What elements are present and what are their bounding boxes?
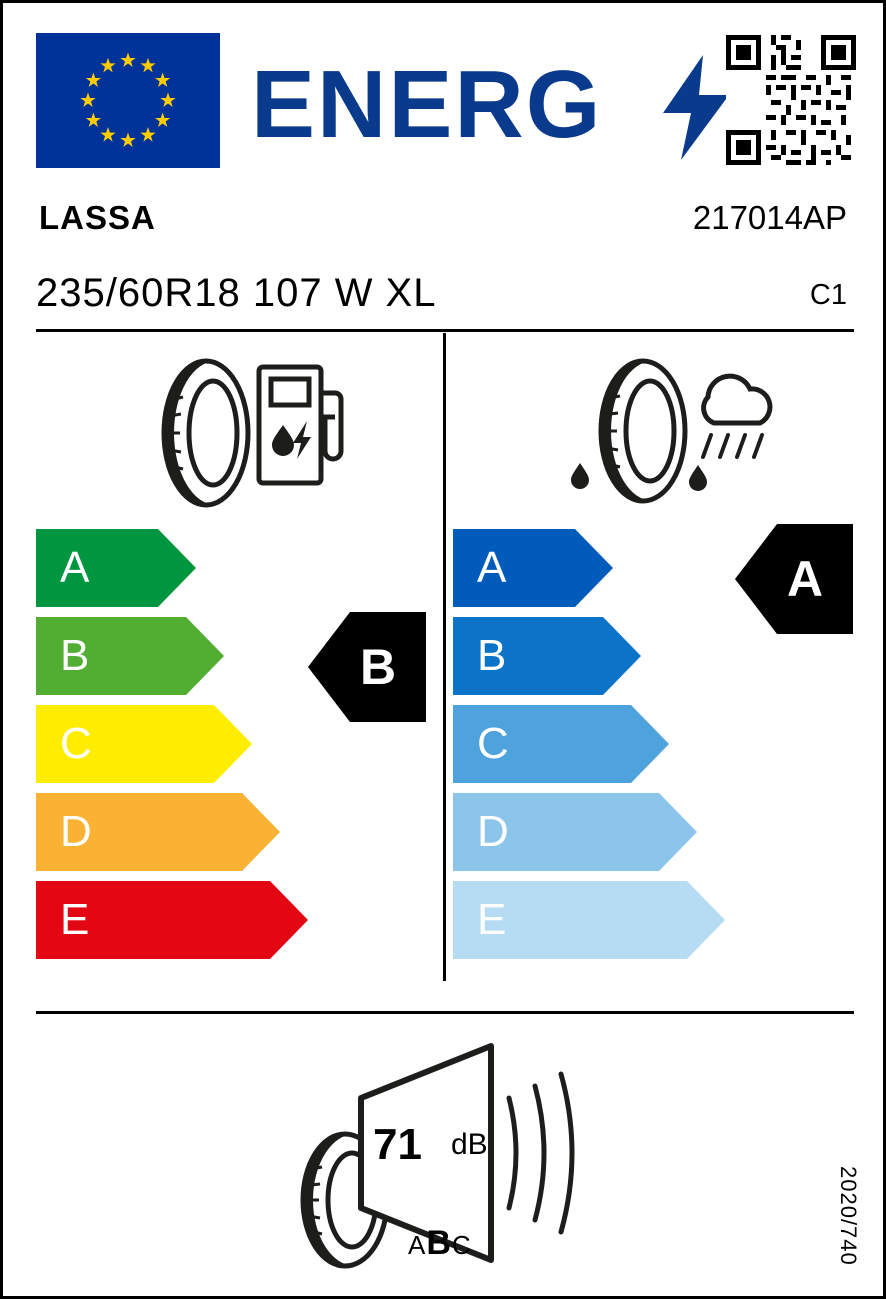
qr-code-icon xyxy=(726,35,856,165)
wet-grade-a xyxy=(453,529,613,607)
noise-unit: dB xyxy=(451,1128,488,1161)
fuel-rating-letter: B xyxy=(359,639,397,695)
tire-size: 235/60R18 107 W XL xyxy=(36,271,437,315)
tire-class: C1 xyxy=(809,279,847,311)
wet-grade-e xyxy=(453,881,725,959)
wet-grade-c xyxy=(453,705,669,783)
noise-value: 71 xyxy=(373,1120,422,1169)
wet-grade-b-letter: B xyxy=(477,631,507,680)
eu-flag-icon xyxy=(36,33,220,168)
grade-row xyxy=(36,529,436,617)
noise-class-c: C xyxy=(451,1230,472,1260)
fuel-rating-marker xyxy=(308,612,426,722)
noise-class-b: B xyxy=(426,1224,452,1262)
wet-grade-b xyxy=(453,617,641,695)
divider-top xyxy=(36,329,854,332)
fuel-efficiency-panel xyxy=(36,333,436,993)
fuel-grade-e xyxy=(36,881,308,959)
brand-name: LASSA xyxy=(39,199,156,236)
fuel-grade-b xyxy=(36,617,224,695)
tire-rain-cloud-icon xyxy=(548,353,778,513)
regulation-reference: 2020/740 xyxy=(836,1166,861,1266)
fuel-grade-d-letter: D xyxy=(60,807,92,856)
wet-grade-d-letter: D xyxy=(477,807,509,856)
label-header xyxy=(36,33,856,173)
wet-grade-d xyxy=(453,793,697,871)
grade-row xyxy=(453,881,853,969)
tire-fuel-pump-icon xyxy=(131,353,351,513)
noise-class-scale xyxy=(408,1224,472,1263)
divider-middle xyxy=(36,1011,854,1014)
wet-rating-marker xyxy=(735,524,853,634)
fuel-grade-scale xyxy=(36,529,436,969)
grade-row xyxy=(36,793,436,881)
grade-row xyxy=(453,793,853,881)
noise-section xyxy=(273,1038,613,1273)
energy-wordmark: ENERG xyxy=(251,51,603,158)
wet-grade-e-letter: E xyxy=(477,895,507,944)
wet-rating-letter: A xyxy=(786,551,824,607)
divider-vertical xyxy=(443,333,446,981)
fuel-grade-d xyxy=(36,793,280,871)
lightning-bolt-icon xyxy=(661,55,731,160)
fuel-grade-c-letter: C xyxy=(60,719,92,768)
noise-class-a: A xyxy=(408,1230,427,1260)
wet-grade-c-letter: C xyxy=(477,719,509,768)
fuel-grade-e-letter: E xyxy=(60,895,90,944)
sku-code: 217014AP xyxy=(692,199,847,236)
fuel-grade-c xyxy=(36,705,252,783)
fuel-grade-b-letter: B xyxy=(60,631,90,680)
fuel-grade-a-letter: A xyxy=(60,543,90,592)
wet-grip-panel xyxy=(453,333,853,993)
grade-row xyxy=(36,881,436,969)
fuel-grade-a xyxy=(36,529,196,607)
grade-row xyxy=(453,705,853,793)
wet-grade-a-letter: A xyxy=(477,543,507,592)
